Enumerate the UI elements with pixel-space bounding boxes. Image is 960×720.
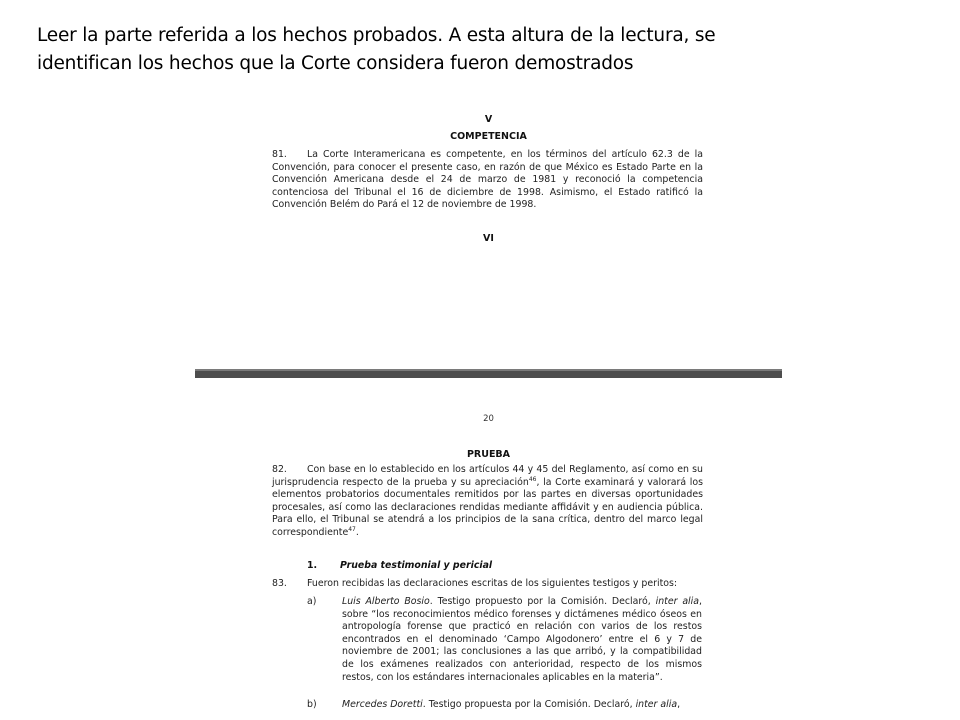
section-roman-v: V (484, 114, 493, 125)
item-b-name: Mercedes Doretti (342, 699, 423, 710)
section-heading-prueba: PRUEBA (466, 449, 511, 460)
page-break-divider (195, 369, 782, 378)
paragraph-82-text-b: , la Corte examinará y valorará los elementos probatorios documentales remitidos por las partes en diversas oportunidades procesales, así como las declaraciones rendidas mediante affidávit y en audiencia pública. Para ello, el Tribunal se atendrá a los principios de la sana crítica, dentro del marco legal correspondiente (272, 476, 703, 538)
paragraph-82-number: 82. (272, 464, 287, 475)
footnote-46: 46 (528, 475, 537, 483)
paragraph-83-number: 83. (272, 578, 287, 589)
item-b-text (342, 699, 702, 713)
item-b-inter-alia: inter alia (635, 699, 678, 710)
page-number: 20 (483, 414, 494, 424)
paragraph-81: La Corte Interamericana es competente, en los términos del artículo 62.3 de la Convención, para conocer el presente caso, en razón de que México es Estado Parte en la Convención Americana desde el 24 de marzo de 1981 y reconoció la competencia contenciosa del Tribunal el 16 de diciembre de 1998. Asimismo, el Estado ratificó la Convención Belém do Pará el 12 de noviembre de 1998. (272, 149, 703, 211)
item-b-text-2: , (677, 699, 681, 710)
item-a-name: Luis Alberto Bosio (342, 596, 430, 607)
item-a-text (342, 596, 702, 684)
paragraph-83: Fueron recibidas las declaraciones escritas de los siguientes testigos y peritos: (307, 578, 678, 589)
item-a-letter: a) (307, 596, 317, 607)
subsection-1-title: Prueba testimonial y pericial (340, 560, 493, 571)
section-heading-competencia: COMPETENCIA (450, 131, 527, 142)
item-b-letter: b) (307, 699, 317, 710)
subsection-1-number: 1. (307, 560, 318, 571)
item-a-text-2: , sobre “los reconocimientos médico forenses y dictámenes médico óseos en antropología forense que practicó en relación con varios de los restos encontrados en el denominado ‘Campo Algodonero’ entre el 6 y 7 de noviembre de 2001; las conclusiones a las que arribó, y la compatibilidad de los exámenes realizados con anterioridad, respecto de los mismos restos, con los estándares internacionales aplicables en la materia”. (342, 596, 703, 683)
instruction-line-1: Leer la parte referida a los hechos probados. A esta altura de la lectura, se (37, 25, 716, 46)
paragraph-81-number: 81. (272, 149, 287, 160)
section-roman-vi: VI (483, 233, 494, 244)
item-b-text-1: . Testigo propuesta por la Comisión. Declaró, (422, 699, 636, 710)
instruction-text (37, 22, 937, 78)
paragraph-82-text-a: Con base en lo establecido en los artículos 44 y 45 del Reglamento, así como en su jurisprudencia respecto de la prueba y su apreciación (272, 464, 703, 488)
footnote-47: 47 (348, 525, 356, 533)
paragraph-82-text-c: . (355, 526, 359, 538)
paragraph-82 (272, 464, 703, 540)
instruction-line-2: identifican los hechos que la Corte considera fueron demostrados (37, 53, 634, 74)
item-a-text-1: . Testigo propuesto por la Comisión. Declaró, (429, 596, 656, 607)
item-a-inter-alia: inter alia (655, 596, 700, 607)
